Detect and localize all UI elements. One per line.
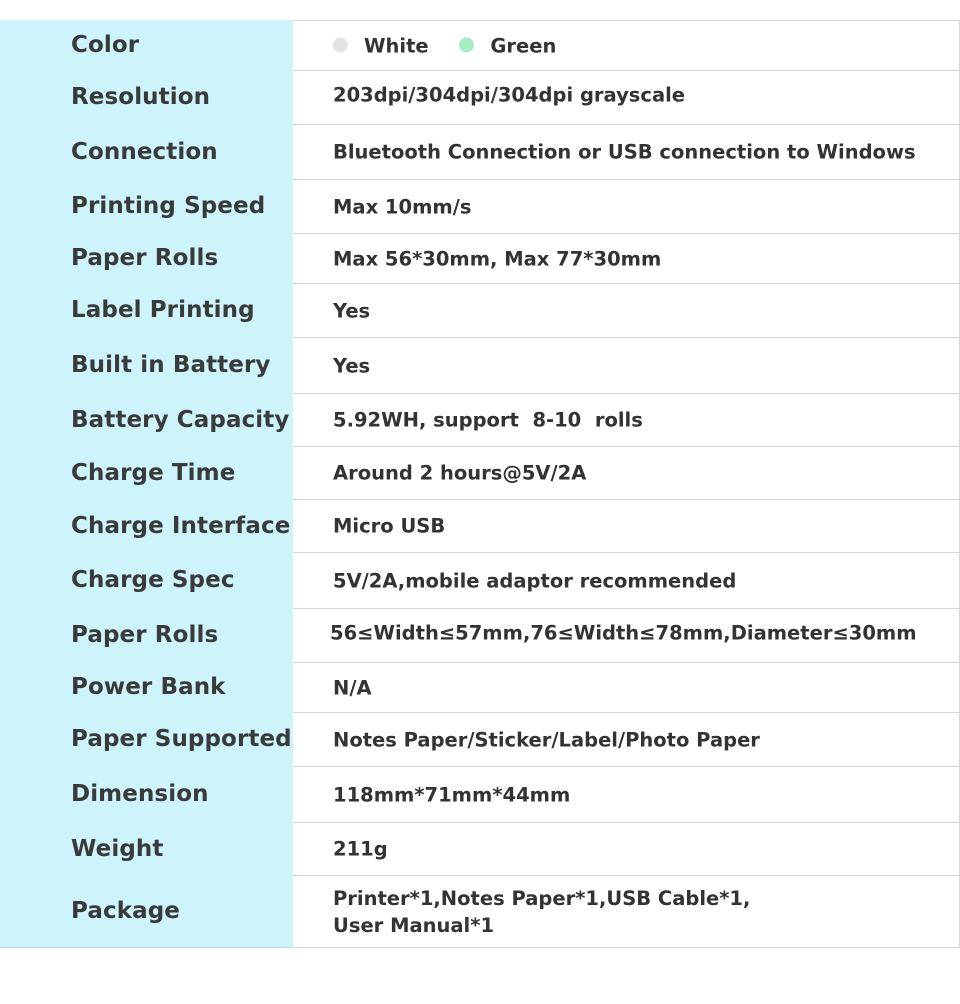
spec-label: Color — [71, 32, 140, 58]
spec-value: 5.92WH, support 8-10 rolls — [333, 408, 643, 432]
spec-value: Yes — [333, 354, 371, 377]
spec-row-built-in-battery — [0, 338, 960, 394]
label-cell — [0, 766, 293, 823]
label-cell — [0, 552, 293, 609]
label-cell — [0, 499, 293, 553]
spec-row-paper-rolls — [0, 234, 960, 284]
spec-row-resolution — [0, 71, 960, 125]
label-cell — [0, 608, 293, 663]
value-cell — [293, 338, 960, 393]
spec-label: Weight — [71, 835, 164, 862]
value-cell — [293, 823, 960, 875]
label-cell — [0, 822, 293, 876]
spec-row-package — [0, 876, 960, 948]
spec-value: Max 10mm/s — [333, 195, 472, 218]
spec-label: Battery Capacity — [71, 406, 290, 433]
spec-value: Printer*1,Notes Paper*1,USB Cable*1, User Manual*1 — [333, 886, 751, 937]
spec-value: Notes Paper/Sticker/Label/Photo Paper — [333, 728, 760, 751]
spec-label: Paper Supported — [71, 726, 292, 752]
spec-label: Charge Spec — [71, 567, 235, 593]
spec-label: Charge Interface — [71, 512, 291, 539]
spec-label: Built in Battery — [71, 352, 271, 378]
value-cell — [293, 876, 960, 947]
label-cell — [0, 875, 293, 948]
value-cell — [293, 553, 960, 608]
label-cell — [0, 283, 293, 338]
value-cell — [293, 767, 960, 822]
spec-label: Dimension — [71, 781, 209, 807]
color-name: Green — [490, 34, 557, 57]
value-cell — [293, 713, 960, 766]
spec-value: Max 56*30mm, Max 77*30mm — [333, 247, 662, 270]
value-cell — [293, 234, 960, 283]
value-cell — [293, 21, 960, 70]
spec-label: Connection — [71, 138, 218, 165]
label-cell — [0, 179, 293, 234]
green-swatch-icon — [459, 37, 474, 52]
label-cell — [0, 124, 293, 180]
label-cell — [0, 337, 293, 394]
spec-row-charge-spec — [0, 553, 960, 609]
value-cell — [293, 394, 960, 446]
spec-value: 118mm*71mm*44mm — [333, 783, 571, 806]
value-cell — [293, 71, 960, 124]
label-cell — [0, 446, 293, 500]
spec-row-charge-time — [0, 447, 960, 500]
spec-label: Resolution — [71, 84, 211, 110]
label-cell — [0, 662, 293, 713]
label-cell — [0, 20, 293, 71]
spec-value: 56≤Width≤57mm,76≤Width≤78mm,Diameter≤30mm — [330, 621, 917, 644]
spec-row-paper-supported — [0, 713, 960, 767]
spec-table — [0, 20, 960, 948]
value-cell — [293, 609, 960, 662]
value-cell — [293, 180, 960, 233]
spec-row-label-printing — [0, 284, 960, 338]
spec-value: Bluetooth Connection or USB connection to Windows — [333, 140, 916, 164]
value-cell — [293, 284, 960, 337]
spec-row-battery-capacity — [0, 394, 960, 447]
color-option-white — [333, 32, 429, 59]
value-cell — [293, 663, 960, 712]
spec-value: 211g — [333, 837, 388, 861]
spec-label: Power Bank — [71, 674, 226, 700]
spec-value: 5V/2A,mobile adaptor recommended — [333, 569, 737, 592]
white-swatch-icon — [333, 37, 348, 52]
spec-row-charge-interface — [0, 500, 960, 553]
label-cell — [0, 233, 293, 284]
label-cell — [0, 712, 293, 767]
spec-label: Package — [71, 898, 180, 924]
spec-row-color — [0, 20, 960, 71]
value-cell — [293, 447, 960, 499]
color-options — [333, 32, 580, 59]
label-cell — [0, 393, 293, 447]
spec-label: Paper Rolls — [71, 245, 219, 271]
spec-label: Charge Time — [71, 459, 236, 486]
value-cell — [293, 500, 960, 552]
spec-row-printing-speed — [0, 180, 960, 234]
spec-value: Micro USB — [333, 514, 446, 538]
spec-row-power-bank — [0, 663, 960, 713]
spec-value: 203dpi/304dpi/304dpi grayscale — [333, 83, 686, 106]
spec-row-paper-rolls-size — [0, 609, 960, 663]
spec-label: Label Printing — [71, 297, 255, 323]
value-cell — [293, 125, 960, 179]
spec-value: Yes — [333, 299, 371, 322]
spec-value: N/A — [333, 676, 372, 699]
spec-label: Printing Speed — [71, 193, 266, 219]
color-name: White — [364, 34, 429, 57]
spec-label: Paper Rolls — [71, 622, 219, 648]
spec-value: Around 2 hours@5V/2A — [333, 461, 587, 485]
spec-row-weight — [0, 823, 960, 876]
spec-row-dimension — [0, 767, 960, 823]
spec-row-connection — [0, 125, 960, 180]
color-option-green — [459, 32, 556, 59]
label-cell — [0, 70, 293, 125]
